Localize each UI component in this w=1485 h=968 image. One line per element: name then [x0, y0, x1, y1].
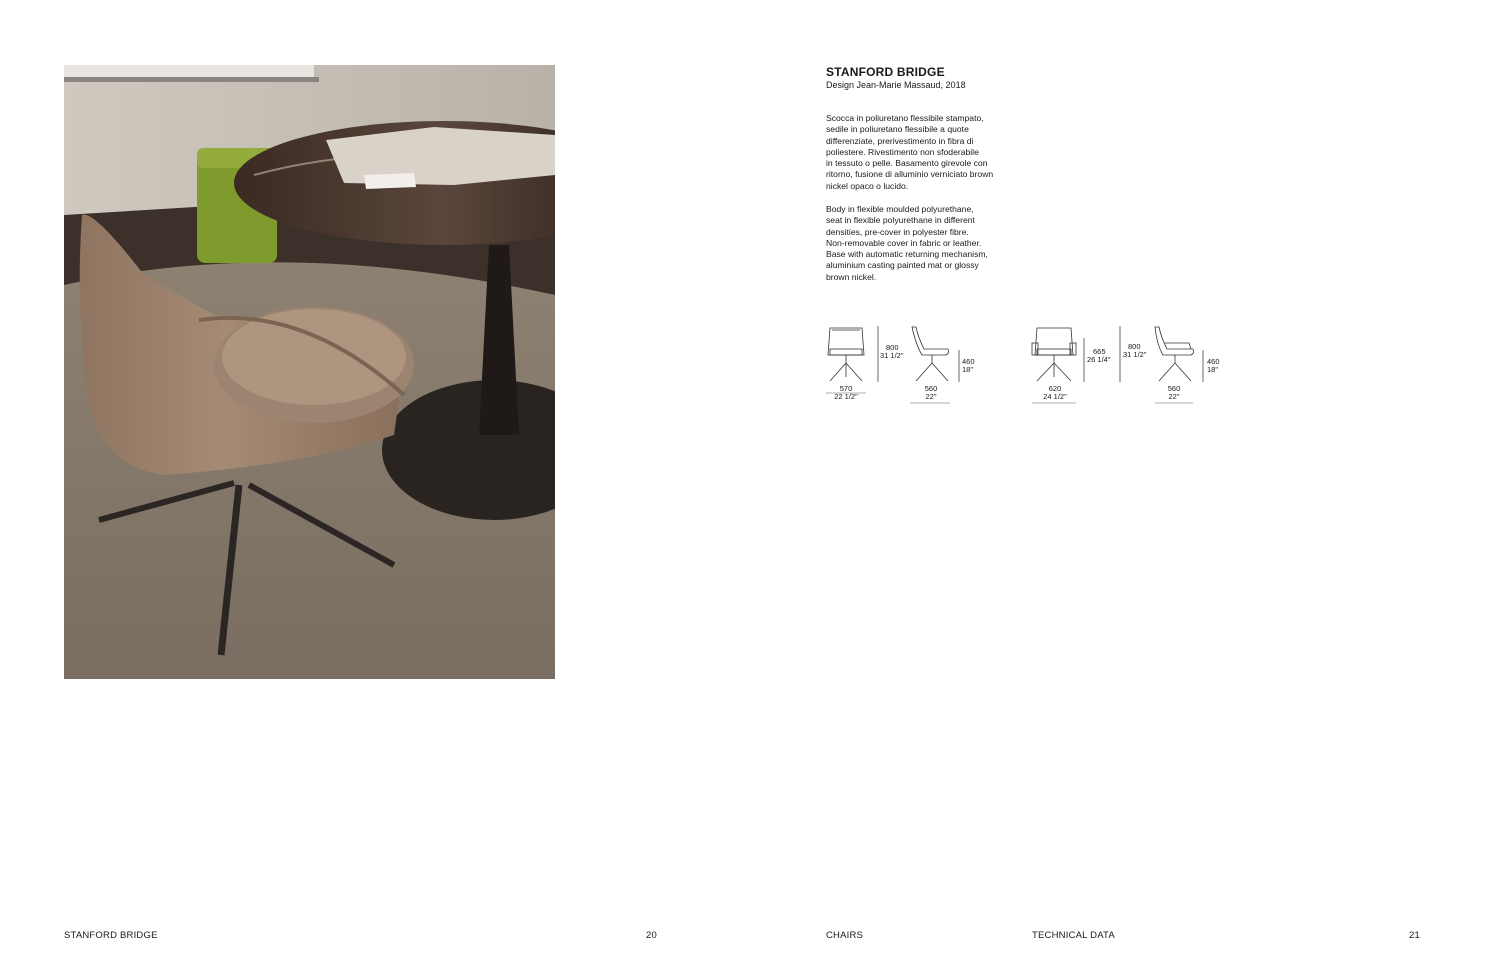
footer-section: TECHNICAL DATA: [1032, 930, 1115, 941]
chair-photo-image: [64, 65, 555, 679]
footer-category: CHAIRS: [826, 930, 864, 941]
front-width-label: [828, 385, 864, 402]
arm-height-label: [1087, 348, 1111, 365]
arm-height-in: 26 1/4": [1087, 355, 1111, 365]
description-italian: Scocca in poliuretano flessibile stampato, sedile in poliuretano flessibile a quote differenziate, prerivestimento in fibra di poliestere. Rivestimento non sfoderabile in tessuto o pelle. Basamento girevole con ritorno, fusione di alluminio verniciato brown nickel opaco o lucido.: [826, 113, 994, 191]
seat-height-mm: 460: [962, 357, 975, 366]
page-number-left: 20: [646, 930, 657, 941]
height-mm: 800: [886, 343, 899, 352]
height-label: [880, 344, 904, 361]
seat-height-label: [962, 358, 975, 375]
side-depth-mm: 560: [924, 384, 938, 393]
armchair-height-dimension-line: [1118, 326, 1122, 382]
armchair-depth-mm: 560: [1167, 384, 1181, 393]
footer-left-title: STANFORD BRIDGE: [64, 930, 158, 941]
armchair-width-in: 24 1/2": [1043, 392, 1067, 402]
side-depth-label: [913, 385, 949, 402]
front-width-in: 22 1/2": [834, 392, 858, 402]
armchair-width-label: [1034, 385, 1076, 402]
page-number-right: 21: [1409, 930, 1420, 941]
product-photo: [64, 65, 555, 679]
armchair-seat-height-mm: 460: [1207, 357, 1220, 366]
seat-height-in: 18": [962, 365, 974, 375]
armchair-seat-height-in: 18": [1207, 365, 1219, 375]
designer-credit: Design Jean-Marie Massaud, 2018: [826, 80, 966, 90]
armchair-height-in: 31 1/2": [1123, 350, 1147, 360]
armchair-seat-height-label: [1207, 358, 1220, 375]
armchair-seat-height-dimension-line: [1201, 350, 1205, 382]
arm-height-mm: 665: [1093, 347, 1106, 356]
seat-height-dimension-line: [957, 350, 961, 382]
arm-height-dimension-line: [1082, 338, 1086, 382]
height-in: 31 1/2": [880, 351, 904, 361]
side-depth-in: 22": [925, 392, 937, 402]
armchair-depth-label: [1155, 385, 1193, 402]
armchair-height-label: [1123, 343, 1147, 360]
armchair-height-mm: 800: [1128, 342, 1141, 351]
product-title: STANFORD BRIDGE: [826, 65, 945, 79]
armchair-width-mm: 620: [1048, 384, 1062, 393]
description-english: Body in flexible moulded polyurethane, seat in flexible polyurethane in different densities, pre-cover in polyester fibre. Non-removable cover in fabric or leather. Base with automatic returning mechanism, aluminium casting painted mat or glossy brown nickel.: [826, 204, 988, 282]
front-width-mm: 570: [839, 384, 853, 393]
armchair-depth-in: 22": [1168, 392, 1180, 402]
